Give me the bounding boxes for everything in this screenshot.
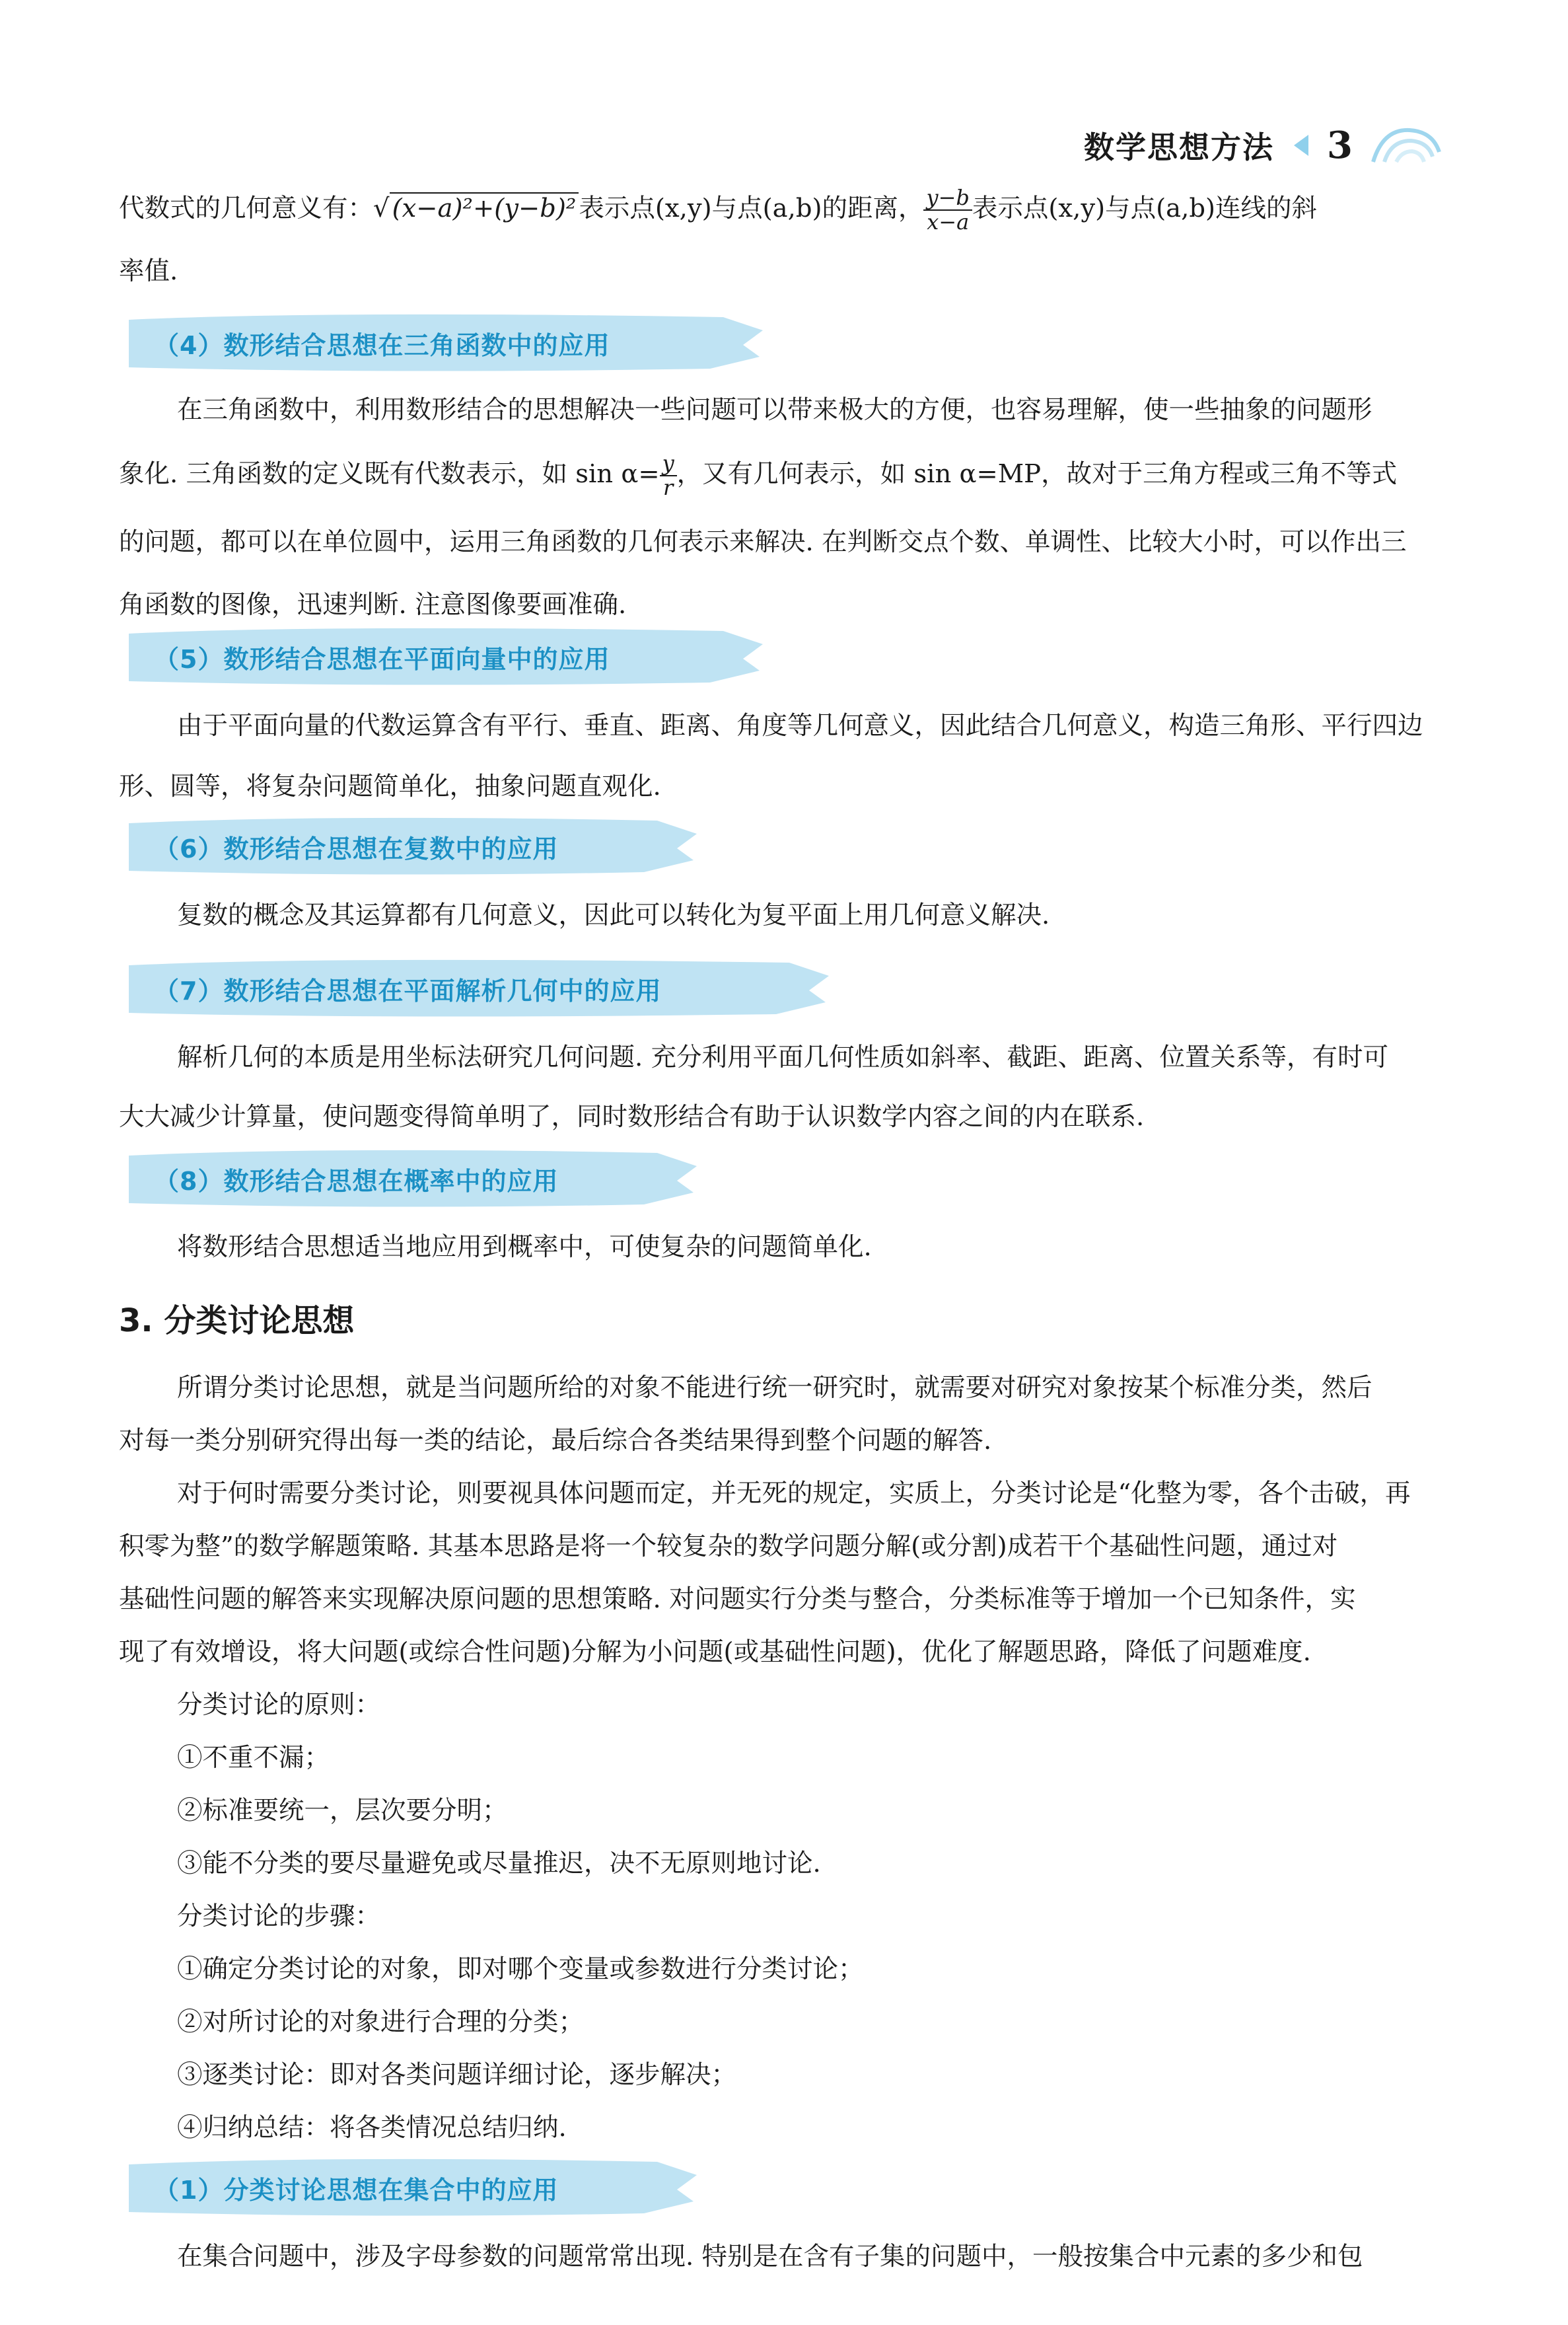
sin-fraction — [660, 452, 677, 499]
intro-mid-2: 表示点(x,y)与点(a,b)连线的斜 — [972, 194, 1317, 224]
sec4-line-4: 角函数的图像，迅速判断. 注意图像要画准确. — [119, 590, 627, 620]
steps-label: 分类讨论的步骤： — [177, 1901, 381, 1931]
running-header — [1084, 119, 1443, 172]
sec6-line-1: 复数的概念及其运算都有几何意义，因此可以转化为复平面上用几何意义解决. — [177, 901, 1050, 930]
sec4-line-3: 的问题，都可以在单位圆中，运用三角函数的几何表示来解决. 在判断交点个数、单调性、比较大小时，可以作出三 — [119, 527, 1407, 557]
step-item: ①确定分类讨论的对象，即对哪个变量或参数进行分类讨论； — [177, 1954, 864, 1984]
step-item: ②对所讨论的对象进行合理的分类； — [177, 2007, 585, 2037]
s3-para2-line-3: 基础性问题的解答来实现解决原问题的思想策略. 对问题实行分类与整合，分类标准等于增加一个已知条件，实 — [119, 1584, 1356, 1614]
sec4-line-2b: ，又有几何表示，如 sin α=MP，故对于三角方程或三角不等式 — [676, 459, 1398, 490]
sec7-line-2: 大大减少计算量，使问题变得简单明了，同时数形结合有助于认识数学内容之间的内在联系. — [119, 1102, 1145, 1132]
principles-label: 分类讨论的原则： — [177, 1690, 381, 1720]
section-3-title: 3. 分类讨论思想 — [119, 1302, 355, 1339]
s3-para2-line-4: 现了有效增设，将大问题(或综合性问题)分解为小问题(或基础性问题)，优化了解题思路，降低了问题难度. — [119, 1637, 1311, 1667]
principle-item: ①不重不漏； — [177, 1743, 330, 1773]
fraction-denominator: x−a — [927, 209, 970, 235]
sec5-line-1: 由于平面向量的代数运算含有平行、垂直、距离、角度等几何意义，因此结合几何意义，构造三角形、平行四边 — [177, 711, 1423, 741]
principle-item: ②标准要统一，层次要分明； — [177, 1796, 508, 1826]
s3-sub1-line-1: 在集合问题中，涉及字母参数的问题常常出现. 特别是在含有子集的问题中，一般按集合中元素的多少和包 — [177, 2242, 1363, 2271]
sec4-line-2a: 象化. 三角函数的定义既有代数表示，如 sin α= — [119, 459, 660, 490]
sec8-line-1: 将数形结合思想适当地应用到概率中，可使复杂的问题简单化. — [177, 1232, 872, 1262]
banner-7-heading: （7）数形结合思想在平面解析几何中的应用 — [154, 977, 662, 1006]
sec5-line-2: 形、圆等，将复杂问题简单化，抽象问题直观化. — [119, 772, 661, 801]
sqrt-expression: (x−a)²+(y−b)² — [390, 192, 579, 223]
step-item: ④归纳总结：将各类情况总结归纳. — [177, 2113, 567, 2143]
intro-line-1 — [119, 185, 1317, 235]
wave-icon — [1370, 122, 1443, 168]
s3-para2-line-2: 积零为整”的数学解题策略. 其基本思路是将一个较复杂的数学问题分解(或分割)成若干个基础性问题，通过对 — [119, 1532, 1338, 1561]
sec7-line-1: 解析几何的本质是用坐标法研究几何问题. 充分利用平面几何性质如斜率、截距、距离、位置关系等，有时可 — [177, 1043, 1388, 1072]
intro-mid-1: 表示点(x,y)与点(a,b)的距离， — [579, 194, 924, 224]
sqrt-symbol: √ — [373, 194, 390, 224]
banner-s3-1-heading: （1）分类讨论思想在集合中的应用 — [154, 2176, 559, 2205]
sec4-line-2 — [119, 452, 1453, 499]
s3-para1-line-2: 对每一类分别研究得出每一类的结论，最后综合各类结果得到整个问题的解答. — [119, 1426, 992, 1456]
banner-4-heading: （4）数形结合思想在三角函数中的应用 — [154, 331, 610, 360]
s3-para2-line-1: 对于何时需要分类讨论，则要视具体问题而定，并无死的规定，实质上，分类讨论是“化整为零，各个击破，再 — [177, 1479, 1411, 1508]
sec4-line-1: 在三角函数中，利用数形结合的思想解决一些问题可以带来极大的方便，也容易理解，使一些抽象的问题形 — [177, 395, 1372, 425]
slope-fraction — [923, 186, 972, 234]
principle-item: ③能不分类的要尽量避免或尽量推迟，决不无原则地讨论. — [177, 1849, 821, 1878]
intro-line-2: 率值. — [119, 256, 178, 286]
s3-para1-line-1: 所谓分类讨论思想，就是当问题所给的对象不能进行统一研究时，就需要对研究对象按某个标准分类，然后 — [177, 1373, 1372, 1403]
header-title: 数学思想方法 — [1084, 129, 1275, 165]
banner-6-heading: （6）数形结合思想在复数中的应用 — [154, 834, 559, 864]
intro-lead: 代数式的几何意义有： — [119, 194, 374, 224]
fraction-numerator: y−b — [923, 186, 972, 211]
sin-fraction-denominator: r — [662, 475, 674, 501]
arrow-left-icon — [1291, 132, 1310, 159]
sin-fraction-numerator: y — [660, 452, 677, 476]
step-item: ③逐类讨论：即对各类问题详细讨论，逐步解决； — [177, 2060, 737, 2090]
banner-8-heading: （8）数形结合思想在概率中的应用 — [154, 1167, 559, 1196]
banner-5-heading: （5）数形结合思想在平面向量中的应用 — [154, 645, 610, 674]
page-number: 3 — [1327, 124, 1353, 167]
